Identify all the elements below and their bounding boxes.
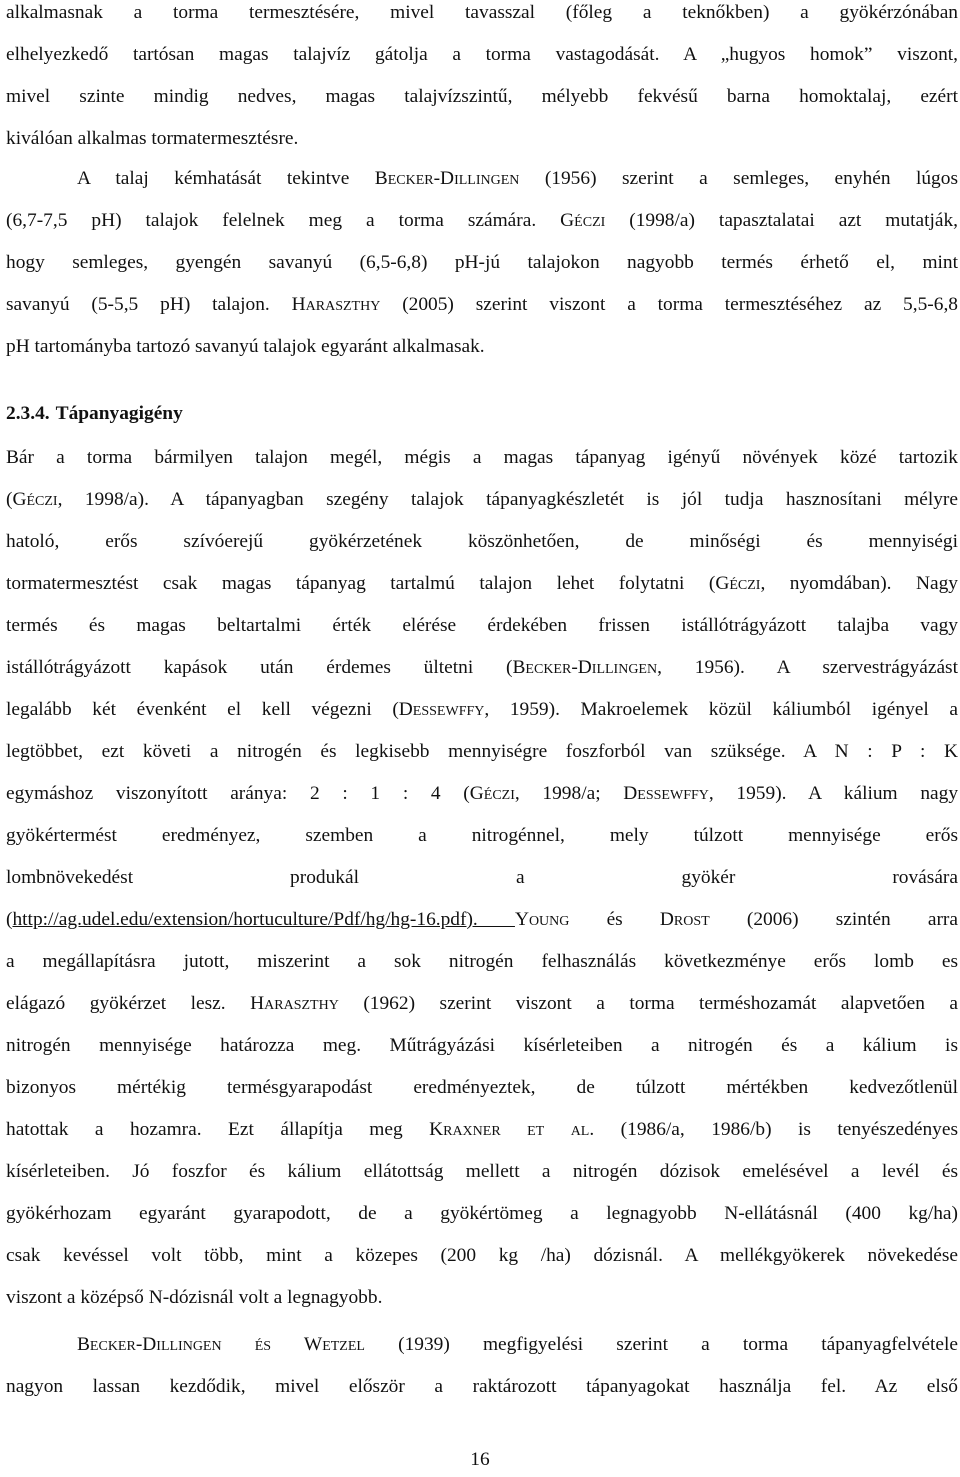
- page-number: 16: [470, 1449, 490, 1470]
- text-span: , 1998/a). A tápanyagban szegény talajok tápanyagkészletét is jól tudja hasznosítani mélyre: [57, 489, 958, 510]
- text-span: (1986/a, 1986/b) is tenyészedényes: [594, 1119, 958, 1140]
- text-line: pH tartományba tartozó savanyú talajok egyaránt alkalmasak.: [6, 336, 485, 357]
- text-span: (: [6, 489, 13, 510]
- text-span: istállótrágyázott kapások után érdemes ültetni (: [6, 657, 513, 678]
- text-line: [6, 563, 958, 605]
- text-span: (: [6, 909, 13, 930]
- text-span: , 1959). Makroelemek közül káliumból igényel a: [484, 699, 958, 720]
- author-citation: Géczi: [560, 210, 606, 231]
- text-span: (2005) szerint viszont a torma termesztéséhez az 5,5-6,8: [380, 294, 958, 315]
- text-line: termés és magas beltartalmi érték elérése érdekében frissen istállótrágyázott talajba vagy: [6, 615, 958, 636]
- text-span: elágazó gyökérzet lesz.: [6, 993, 251, 1014]
- text-line: csak kevéssel volt több, mint a közepes (200 kg /ha) dózisnál. A mellékgyökerek növekedése: [6, 1245, 958, 1266]
- reference-link[interactable]: http://ag.udel.edu/extension/hortuculture/Pdf/hg/hg-16.pdf).: [12, 909, 515, 930]
- author-citation: Drost: [659, 909, 710, 930]
- text-line: nagyon lassan kezdődik, mivel először a raktározott tápanyagokat használja fel. Az első: [6, 1376, 958, 1397]
- text-line: gyökértermést eredményez, szemben a nitrogénnel, mely túlzott mennyisége erős: [6, 825, 958, 846]
- text-line: hatoló, erős szívóerejű gyökérzetének köszönhetően, de minőségi és mennyiségi: [6, 531, 958, 552]
- text-span: (1956) szerint a semleges, enyhén lúgos: [519, 168, 958, 189]
- paragraph-soil-ph: [6, 158, 958, 368]
- text-line: nitrogén mennyisége határozza meg. Műtrágyázási kísérleteiben a nitrogén és a kálium is: [6, 1035, 958, 1056]
- text-line: bizonyos mértékig termésgyarapodást eredményeztek, de túlzott mértékben kedvezőtlenül: [6, 1077, 958, 1098]
- paragraph-nutrient-need: [6, 437, 958, 1319]
- text-line: [6, 983, 958, 1025]
- author-citation: Young: [514, 909, 570, 930]
- author-citation: Becker-Dillingen és Wetzel: [77, 1334, 365, 1355]
- text-span: , 1956). A szervestrágyázást: [657, 657, 958, 678]
- text-span: savanyú (5-5,5 pH) talajon.: [6, 294, 292, 315]
- author-citation: Géczi: [469, 783, 515, 804]
- author-citation: Haraszthy: [291, 294, 381, 315]
- author-citation: Becker-Dillingen: [374, 168, 520, 189]
- text-span: (6,7-7,5 pH) talajok felelnek meg a torma számára.: [6, 210, 561, 231]
- author-citation: Géczi: [715, 573, 761, 594]
- section-number: 2.3.4.: [6, 403, 50, 424]
- text-span: (1939) megfigyelési szerint a torma tápanyagfelvétele: [364, 1334, 959, 1355]
- text-line: elhelyezkedő tartósan magas talajvíz gátolja a torma vastagodását. A „hugyos homok” viszont,: [6, 44, 958, 65]
- text-line: mivel szinte mindig nedves, magas talajvízszintű, mélyebb fekvésű barna homoktalaj, ezért: [6, 86, 958, 107]
- text-span: , 1998/a;: [514, 783, 624, 804]
- author-citation: Géczi: [12, 489, 58, 510]
- paragraph-uptake: [6, 1324, 958, 1408]
- text-span: A talaj kémhatását tekintve: [77, 168, 375, 189]
- text-line: [6, 899, 958, 941]
- text-line: [6, 647, 958, 689]
- author-citation: Dessewffy: [623, 783, 709, 804]
- paragraph-soil-water: [6, 0, 958, 160]
- text-span: egymáshoz viszonyított aránya: 2 : 1 : 4 (: [6, 783, 470, 804]
- text-span: tormatermesztést csak magas tápanyag tartalmú talajon lehet folytatni (: [6, 573, 716, 594]
- text-line: hogy semleges, gyengén savanyú (6,5-6,8) pH-jú talajokon nagyobb termés érhető el, mint: [6, 252, 958, 273]
- text-line: gyökérhozam egyaránt gyarapodott, de a gyökértömeg a legnagyobb N-ellátásnál (400 kg/ha): [6, 1203, 958, 1224]
- text-line: a megállapításra jutott, miszerint a sok nitrogén felhasználás következménye erős lomb es: [6, 951, 958, 972]
- text-span: hatottak a hozamra. Ezt állapítja meg: [6, 1119, 430, 1140]
- text-line: kísérleteiben. Jó foszfor és kálium ellátottság mellett a nitrogén dózisok emelésével a levél és: [6, 1161, 958, 1182]
- text-line: kiválóan alkalmas tormatermesztésre.: [6, 128, 299, 149]
- author-citation: Becker-Dillingen: [512, 657, 658, 678]
- text-line: [6, 479, 958, 521]
- text-line: [6, 773, 958, 815]
- author-citation: Kraxner et al.: [429, 1119, 595, 1140]
- text-line: alkalmasnak a torma termesztésére, mivel tavasszal (főleg a teknőkben) a gyökérzónában: [6, 2, 958, 23]
- text-line: legtöbbet, ezt követi a nitrogén és legkisebb mennyiségre foszforból van szüksége. A N : P : K: [6, 741, 958, 762]
- text-span: és: [569, 909, 660, 930]
- text-line: [6, 158, 958, 200]
- text-span: (1998/a) tapasztalatai azt mutatják,: [605, 210, 958, 231]
- text-line: Bár a torma bármilyen talajon megél, mégis a magas tápanyag igényű növények közé tartozik: [6, 447, 958, 468]
- author-citation: Dessewffy: [398, 699, 485, 720]
- text-line: [6, 1324, 958, 1366]
- text-span: (1962) szerint viszont a torma terméshozamát alapvetően a: [338, 993, 958, 1014]
- text-span: , nyomdában). Nagy: [760, 573, 958, 594]
- text-span: , 1959). A kálium nagy: [708, 783, 959, 804]
- text-line: [6, 200, 958, 242]
- text-line: lombnövekedést produkál a gyökér rovására: [6, 867, 958, 888]
- text-span: (2006) szintén arra: [709, 909, 958, 930]
- text-line: [6, 1109, 958, 1151]
- text-span: legalább két évenként el kell végezni (: [6, 699, 399, 720]
- text-line: viszont a középső N-dózisnál volt a legnagyobb.: [6, 1287, 383, 1308]
- section-title: Tápanyagigény: [55, 403, 183, 424]
- section-heading: [6, 394, 183, 434]
- text-line: [6, 284, 958, 326]
- author-citation: Haraszthy: [250, 993, 339, 1014]
- text-line: [6, 689, 958, 731]
